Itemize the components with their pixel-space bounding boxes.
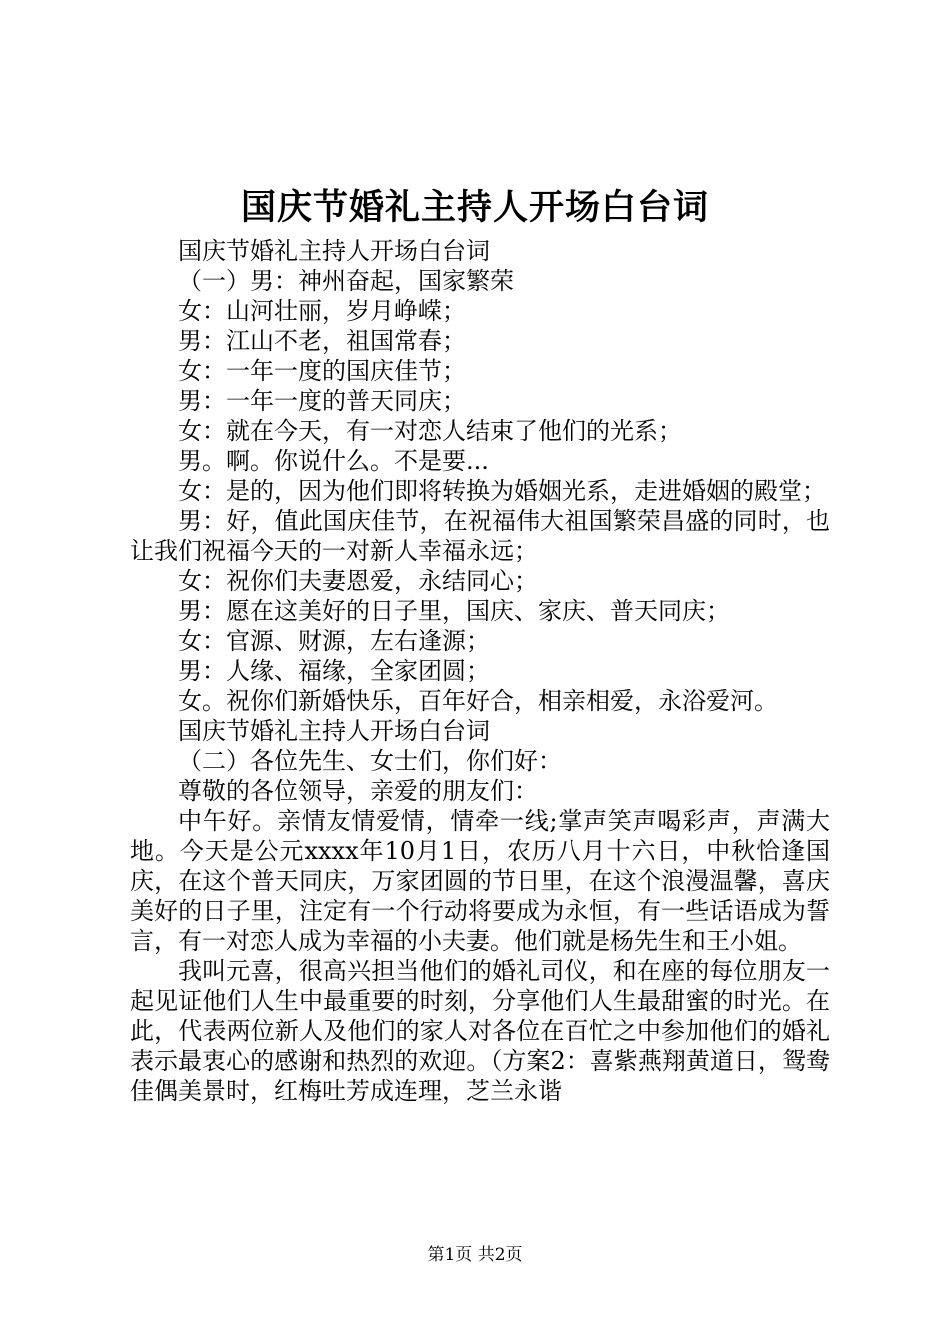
paragraph: 男：人缘、福缘，全家团圆； [178, 657, 490, 685]
paragraph: 男。啊。你说什么。不是要... [178, 447, 489, 475]
paragraph: 中午好。亲情友情爱情，情牵一线;掌声笑声喝彩声，声满大地。今天是公元xxxx年10月1日，农历八月十六日，中秋恰逢国庆，在这个普天同庆，万家团圆的节日里，在这个浪漫温馨，喜庆美好的日子里，注定有一个行动将要成为永恒，有一些话语成为誓言，有一对恋人成为幸福的小夫妻。他们就是杨先生和王小姐。 [130, 807, 830, 955]
paragraph: 男：好，值此国庆佳节，在祝福伟大祖国繁荣昌盛的同时，也让我们祝福今天的一对新人幸福永远； [130, 507, 830, 565]
paragraph: 我叫元喜，很高兴担当他们的婚礼司仪，和在座的每位朋友一起见证他们人生中最重要的时刻，分享他们人生最甜蜜的时光。在此，代表两位新人及他们的家人对各位在百忙之中参加他们的婚礼表示最衷心的感谢和热烈的欢迎。（方案2：喜紫燕翔黄道日，鸳鸯佳偶美景时，红梅吐芳成连理，芝兰永谐 [130, 957, 830, 1105]
paragraph: 女：祝你们夫妻恩爱，永结同心； [178, 567, 538, 595]
paragraph: 女：官源、财源，左右逢源； [178, 627, 490, 655]
document-title: 国庆节婚礼主持人开场白台词 [240, 187, 709, 228]
paragraph: 男：愿在这美好的日子里，国庆、家庆、普天同庆； [178, 597, 730, 625]
paragraph: （二）各位先生、女士们，你们好： [178, 747, 562, 775]
paragraph: 男：一年一度的普天同庆； [178, 387, 466, 415]
paragraph: 女。祝你们新婚快乐，百年好合，相亲相爱，永浴爱河。 [178, 687, 778, 715]
paragraph: 男：江山不老，祖国常春； [178, 327, 466, 355]
paragraph: 女：山河壮丽，岁月峥嵘； [178, 297, 466, 325]
paragraph: 女：就在今天，有一对恋人结束了他们的光系； [178, 417, 682, 445]
paragraph: 国庆节婚礼主持人开场白台词 [178, 717, 490, 745]
document-body [130, 236, 830, 1106]
paragraph: 女：是的，因为他们即将转换为婚姻光系，走进婚姻的殿堂； [178, 477, 826, 505]
paragraph: 女：一年一度的国庆佳节； [178, 357, 466, 385]
paragraph: （一）男：神州奋起，国家繁荣 [178, 267, 514, 295]
paragraph: 国庆节婚礼主持人开场白台词 [178, 237, 490, 265]
paragraph: 尊敬的各位领导，亲爱的朋友们： [178, 777, 538, 805]
page-number-footer: 第1页 共2页 [427, 1245, 523, 1265]
